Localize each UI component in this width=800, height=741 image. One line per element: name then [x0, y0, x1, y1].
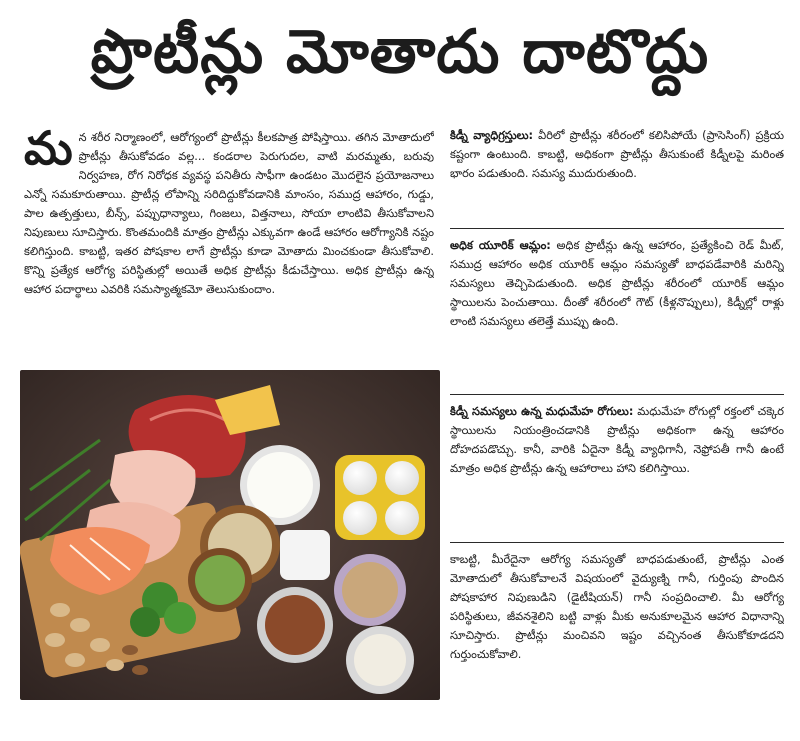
section-heading: కిడ్నీ సమస్యలు ఉన్న మధుమేహ రోగులు:	[450, 405, 634, 418]
section-uric-acid	[450, 236, 784, 388]
headline: ప్రొటీన్లు మోతాదు దాటొద్దు	[90, 17, 710, 87]
section-heading: అధిక యూరిక్ ఆమ్లం:	[450, 239, 551, 252]
section-diabetic-kidney	[450, 402, 784, 536]
section-text: అధిక ప్రొటీన్లు ఉన్న ఆహారం, ప్రత్యేకించి రెడ్ మీట్, సముద్ర ఆహారం అధిక యూరిక్ ఆమ్లం సమస్యతో బాధపడేవారికి మరిన్ని సమస్యలు తెచ్చిపెడుతుంది. అధిక ప్రొటీన్లు శరీరంలో యూరిక్ ఆమ్లం స్థాయిలను పెంచుతాయి. దీంతో శరీరంలో గౌట్ (కీళ్లనొప్పులు), కిడ్నీల్లో రాళ్లు లాంటి సమస్యలు తలెత్తే ముప్పు ఉంది.	[450, 239, 784, 328]
section-kidney-patients	[450, 126, 784, 222]
section-text: వీరిలో ప్రొటీన్లు శరీరంలో కలిసిపోయే (ప్రాసెసింగ్) ప్రక్రియ కష్టంగా ఉంటుంది. కాబట్టి, అధికంగా ప్రొటీన్లు తీసుకుంటే కిడ్నీలపై మరింత భారం పడుతుంది. సమస్య ముదురుతుంది.	[450, 129, 784, 180]
section-divider	[450, 228, 784, 229]
section-conclusion	[450, 550, 784, 704]
right-column	[450, 120, 784, 720]
protein-foods-photo	[20, 370, 440, 700]
intro-article	[24, 128, 434, 360]
section-text: కాబట్టి, మీరేదైనా ఆరోగ్య సమస్యతో బాధపడుతుంటే, ప్రొటీన్లు ఎంత మోతాదులో తీసుకోవాలనే విషయంలో వైద్యుణ్ని గానీ, గుర్తింపు పొందిన పోషకాహార నిపుణుడిని (డైటీషియన్) గానీ సంప్రదించాలి. మీ ఆరోగ్య పరిస్థితులు, జీవనశైలిని బట్టి వాళ్లు మీకు అనుకూలమైన ఆహార విధానాన్ని సూచిస్తారు. ప్రొటీన్లు మంచివని ఇష్టం వచ్చినంత తీసుకోకూడదని గుర్తుంచుకోవాలి.	[450, 553, 784, 661]
section-heading: కిడ్నీ వ్యాధిగ్రస్తులు:	[450, 129, 534, 142]
intro-text: న శరీర నిర్మాణంలో, ఆరోగ్యంలో ప్రొటీన్లు కీలకపాత్ర పోషిస్తాయి. తగిన మోతాదులో ప్రొటీన్లు తీసుకోవడం వల్ల... కండరాల పెరుగుదల, వాటి మరమ్మతు, బరువు నిర్వహణ, రోగ నిరోధక వ్యవస్థ పనితీరు సాఫీగా ఉండటం మొదలైన ప్రయోజనాలు ఎన్నో సమకూరుతాయి. ప్రొటీన్ల లోపాన్ని సరిదిద్దుకోవడానికి మాంసం, సముద్ర ఆహారం, గుడ్డు, పాల ఉత్పత్తులు, బీన్స్, పప్పుధాన్యాలు, గింజలు, విత్తనాలు, సోయా లాంటివి తీసుకోవాలని నిపుణులు సూచిస్తారు. కొంతమందికి మాత్రం ప్రొటీన్లు ఎక్కువగా ఉండే ఆహారం ఆరోగ్యానికి నష్టం కలిగిస్తుంది. కాబట్టి, ఇతర పోషకాల లాగే ప్రొటీన్లు కూడా మోతాదు మించకుండా తీసుకోవాలి. కొన్ని ప్రత్యేక ఆరోగ్య పరిస్థితుల్లో అయితే అధిక ప్రొటీన్లు కీడుచేస్తాయి. అధిక ప్రొటీన్లు ఉన్న ఆహార పదార్థాలు ఎవరికి సమస్యాత్మకమో తెలుసుకుందాం.	[24, 131, 434, 296]
section-divider	[450, 394, 784, 395]
drop-cap: మ	[24, 128, 73, 175]
section-divider	[450, 542, 784, 543]
section-text: మధుమేహ రోగుల్లో రక్తంలో చక్కెర స్థాయిలను నియంత్రించడానికి ప్రొటీన్లు అధికంగా ఉన్న ఆహారం దోహదపడొచ్చు. కానీ, వారికి ఏదైనా కిడ్నీ వ్యాధిగానీ, నెఫ్రోపతీ గానీ ఉంటే మాత్రం అధిక ప్రొటీన్లు ఉన్న ఆహారాలు హాని కలిగిస్తాయి.	[450, 405, 784, 475]
